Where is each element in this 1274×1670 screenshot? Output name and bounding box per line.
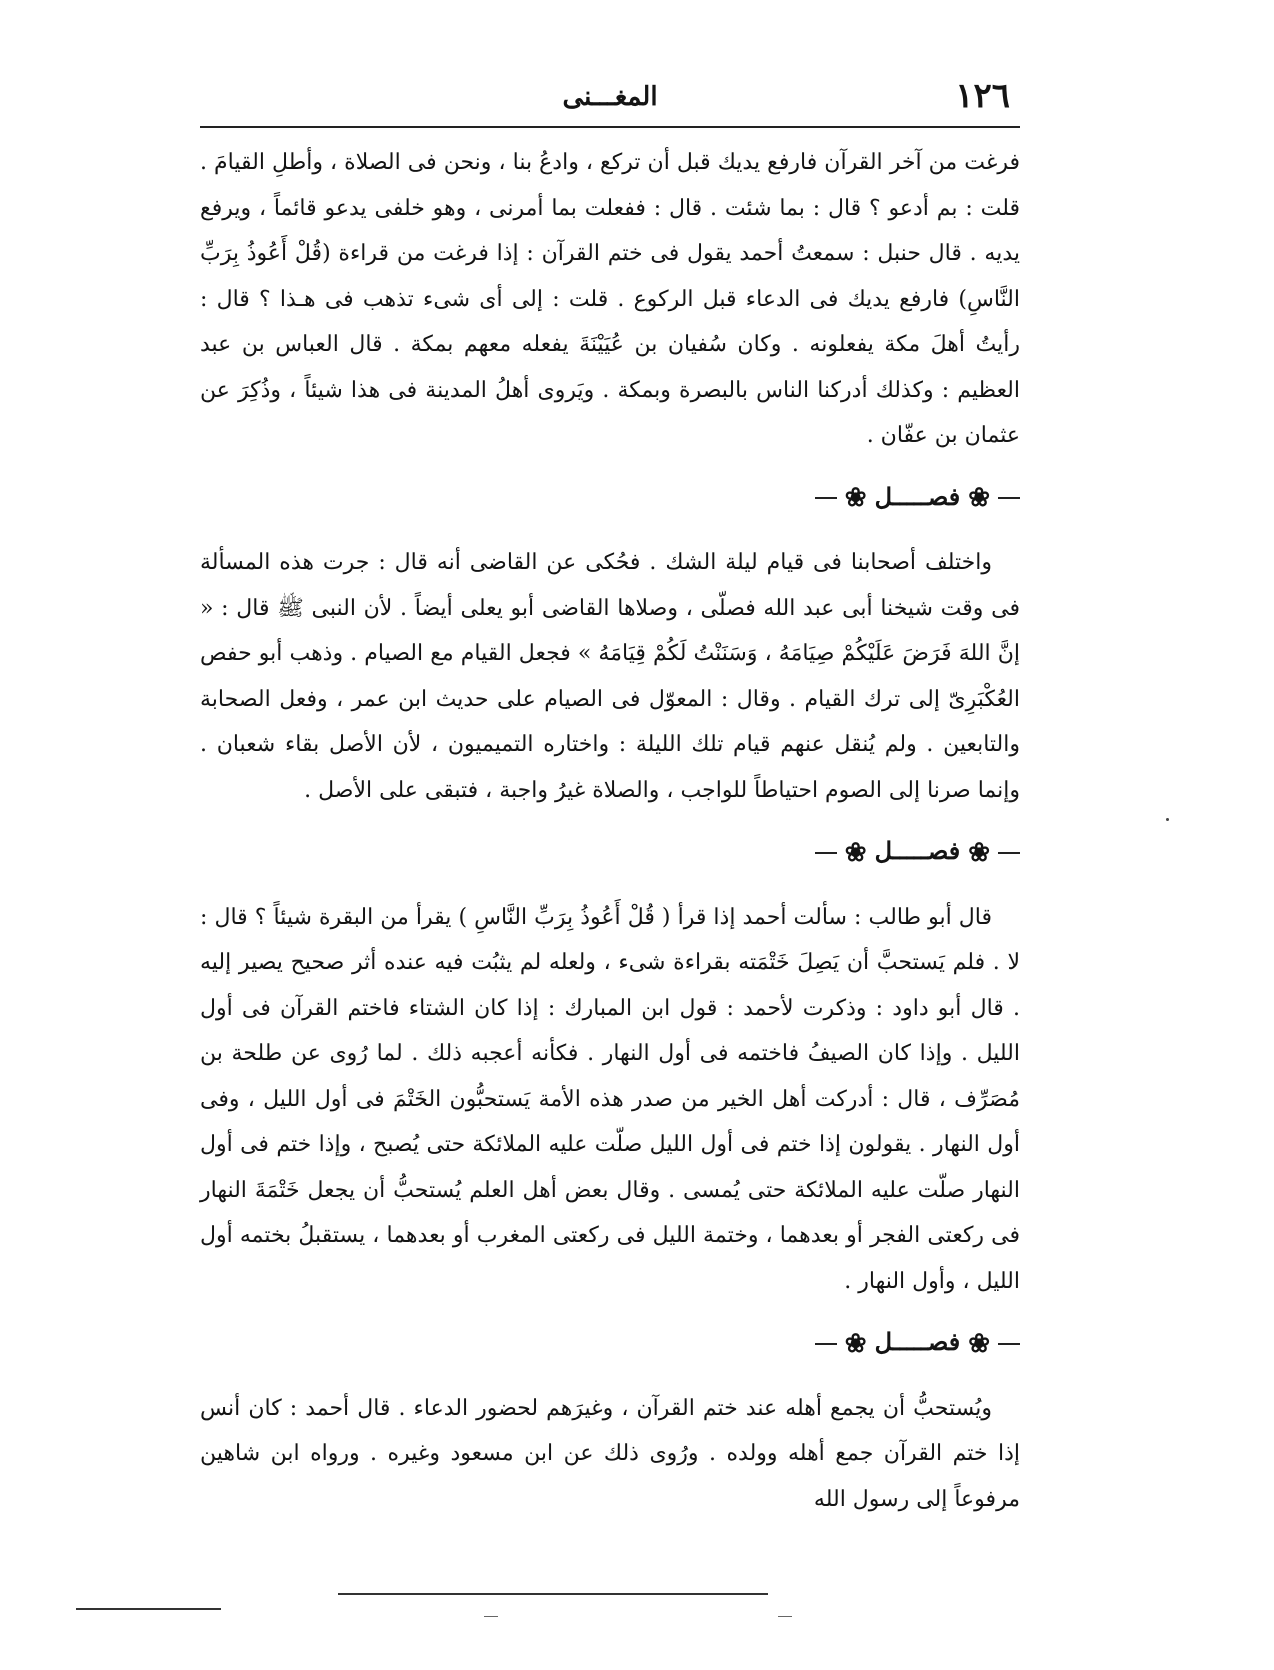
section-heading-label: فصـــــل	[874, 481, 961, 511]
divider	[998, 497, 1020, 499]
ornament-icon: ❀	[844, 483, 867, 513]
paragraph: فرغت من آخر القرآن فارفع يديك قبل أن تركع ، وادعُ بنا ، ونحن فى الصلاة ، وأطلِ القيامَ . قلت : بم أدعو ؟ قال : بما شئت . قال : ففعلت بما أمرنى ، وهو خلفى يدعو قائماً ، ويرفع يديه . قال حنبل : سمعتُ أحمد يقول فى ختم القرآن : إذا فرغت من قراءة (قُلْ أَعُوذُ بِرَبِّ النَّاسِ) فارفع يديك فى الدعاء قبل الركوع . قلت : إلى أى شىء تذهب فى هـذا ؟ قال : رأيتُ أهلَ مكة يفعلونه . وكان سُفيان بن عُيَيْنَةَ يفعله معهم بمكة . قال العباس بن عبد العظيم : وكذلك أدركنا الناس بالبصرة وبمكة . ويَروى أهلُ المدينة فى هذا شيئاً ، وذُكِرَ عن عثمان بن عفّان .	[200, 150, 1021, 448]
divider	[815, 497, 837, 499]
section-heading-label: فصـــــل	[874, 1327, 961, 1356]
paragraph: ويُستحبُّ أن يجمع أهله عند ختم القرآن ، وغيرَهم لحضور الدعاء . قال أحمد : كان أنس إذا ختم القرآن جمع أهله وولده . ورُوى ذلك عن ابن مسعود وغيره . ورواه ابن شاهين مرفوعاً إلى رسول الله	[200, 1395, 1020, 1512]
ornament-icon: ❀	[968, 483, 990, 513]
divider	[815, 1343, 837, 1345]
footnote-rule	[76, 1608, 221, 1610]
section-heading	[200, 1322, 1020, 1364]
section-heading	[200, 477, 1020, 519]
divider	[998, 1343, 1020, 1345]
ornament-icon: ❀	[844, 1328, 867, 1359]
section-heading	[200, 831, 1020, 873]
paragraph: واختلف أصحابنا فى قيام ليلة الشك . فحُكى عن القاضى أنه قال : جرت هذه المسألة فى وقت شيخنا أبى عبد الله فصلّى ، وصلاها القاضى أبو يعلى أيضاً . لأن النبى ﷺ قال : « إنَّ اللهَ فَرَضَ عَلَيْكُمْ صِيَامَهُ ، وَسَنَنْتُ لَكُمْ قِيَامَهُ » فجعل القيام مع الصيام . وذهب أبو حفص العُكْبَرِىّ إلى ترك القيام . وقال : المعوّل فى الصيام على حديث ابن عمر ، وفعل الصحابة والتابعين . ولم يُنقل عنهم قيام تلك الليلة : واختاره التميميون ، لأن الأصل بقاء شعبان . وإنما صرنا إلى الصوم احتياطاً للواجب ، والصلاة غيرُ واجبة ، فتبقى على الأصل .	[200, 550, 1020, 803]
running-title: المغـــنى	[562, 82, 658, 112]
page-number: ١٢٦	[955, 76, 1010, 116]
page-speck	[1166, 818, 1169, 821]
divider	[815, 852, 837, 854]
footer-mark	[484, 1616, 498, 1617]
ornament-icon: ❀	[968, 837, 990, 868]
section-heading-label: فصـــــل	[874, 836, 961, 865]
ornament-icon: ❀	[968, 1328, 990, 1359]
ornament-icon: ❀	[844, 837, 867, 868]
footer-mark	[778, 1616, 792, 1617]
page-header	[200, 70, 1020, 128]
footer-rule	[338, 1593, 768, 1595]
main-text	[200, 140, 1020, 1522]
paragraph: قال أبو طالب : سألت أحمد إذا قرأ ( قُلْ أَعُوذُ بِرَبِّ النَّاسِ ) يقرأ من البقرة شيئاً ؟ قال : لا . فلم يَستحبَّ أن يَصِلَ خَتْمَته بقراءة شىء ، ولعله لم يثبُت فيه عنده أثر صحيح يصير إليه . قال أبو داود : وذكرت لأحمد : قول ابن المبارك : إذا كان الشتاء فاختم القرآن فى أول الليل . وإذا كان الصيفُ فاختمه فى أول النهار . فكأنه أعجبه ذلك . لما رُوى عن طلحة بن مُصَرِّف ، قال : أدركت أهل الخير من صدر هذه الأمة يَستحبُّون الخَتْمَ فى أول الليل ، وفى أول النهار . يقولون إذا ختم فى أول الليل صلّت عليه الملائكة حتى يُصبح ، وإذا ختم فى أول النهار صلّت عليه الملائكة حتى يُمسى . وقال بعض أهل العلم يُستحبُّ أن يجعل خَتْمَةَ النهار فى ركعتى الفجر أو بعدهما ، وختمة الليل فى ركعتى المغرب أو بعدهما ، يستقبلُ بختمه أول الليل ، وأول النهار .	[200, 904, 1021, 1294]
divider	[998, 852, 1020, 854]
